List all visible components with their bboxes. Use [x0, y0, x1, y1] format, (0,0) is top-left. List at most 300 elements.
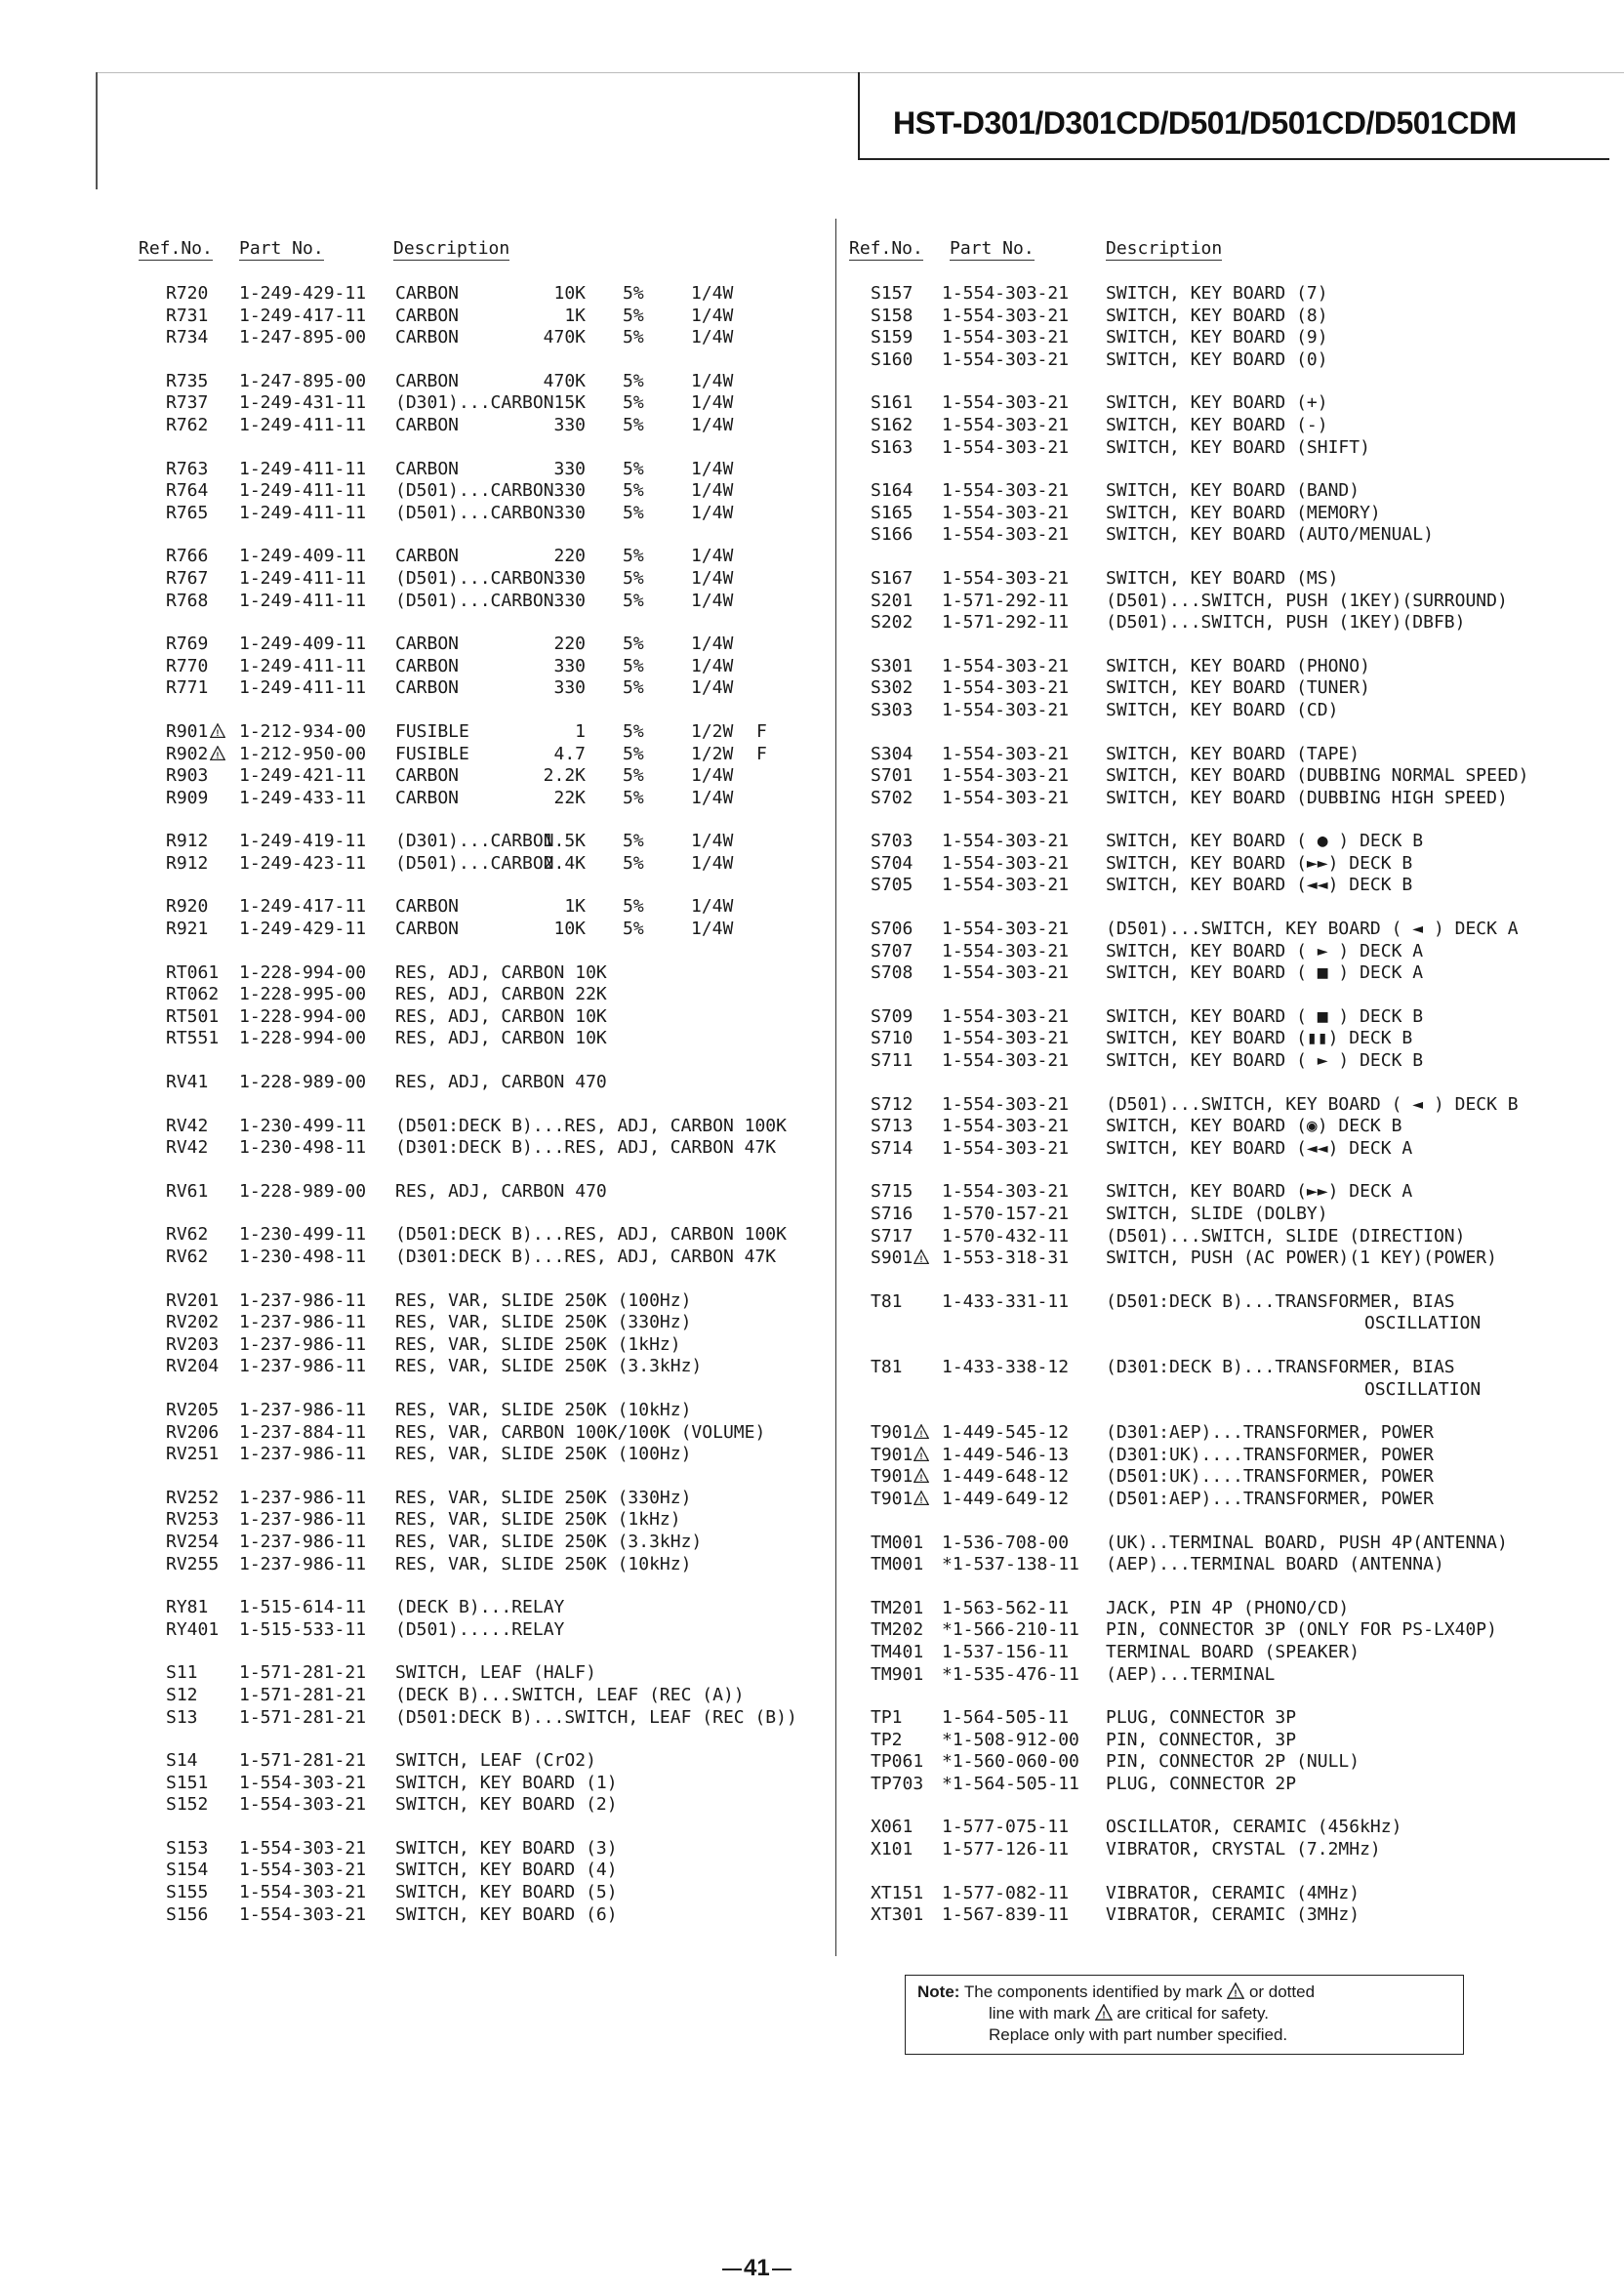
ref-no: RV253 — [166, 1509, 220, 1531]
ref-no: X061 — [871, 1817, 914, 1838]
top-border-rule — [96, 72, 1624, 73]
description: RES, VAR, SLIDE 250K (10kHz) — [395, 1399, 692, 1420]
part-no: 1-554-303-21 — [942, 283, 1070, 304]
value: 470K — [543, 327, 586, 348]
description: SWITCH, KEY BOARD (AUTO/MENUAL) — [1106, 524, 1434, 546]
wattage: 1/2W — [691, 720, 734, 742]
safety-mark — [914, 1489, 929, 1509]
ref-no: S713 — [871, 1116, 914, 1137]
description: RES, ADJ, CARBON 22K — [395, 984, 607, 1005]
ref-no: R920 — [166, 896, 209, 918]
part-no: 1-554-303-21 — [239, 1772, 367, 1793]
tolerance: 5% — [623, 546, 644, 567]
safety-mark — [210, 721, 225, 742]
note-label: Note: — [917, 1982, 960, 2001]
wattage: 1/4W — [691, 919, 734, 940]
model-title: HST-D301/D301CD/D501/D501CD/D501CDM — [893, 105, 1517, 141]
part-no: 1-249-411-11 — [239, 677, 367, 699]
part-no: 1-249-417-11 — [239, 896, 367, 918]
ref-no: RV255 — [166, 1553, 220, 1574]
ref-no: R768 — [166, 590, 209, 611]
wattage: 1/4W — [691, 655, 734, 676]
description: RES, VAR, CARBON 100K/100K (VOLUME) — [395, 1421, 766, 1443]
ref-no: S161 — [871, 392, 914, 414]
part-no: 1-554-303-21 — [942, 392, 1070, 414]
description: SWITCH, KEY BOARD (DUBBING HIGH SPEED) — [1106, 787, 1508, 808]
ref-no: R771 — [166, 677, 209, 699]
part-no: 1-554-303-21 — [942, 1116, 1070, 1137]
value: 1.5K — [543, 831, 586, 852]
ref-no: S153 — [166, 1837, 209, 1859]
svg-text:!: ! — [919, 1428, 923, 1439]
part-no: 1-249-419-11 — [239, 831, 367, 852]
ref-no: T901 — [871, 1422, 914, 1444]
part-no: 1-554-303-21 — [942, 327, 1070, 348]
wattage: 1/4W — [691, 852, 734, 874]
description: SWITCH, KEY BOARD ( ► ) DECK B — [1106, 1050, 1424, 1072]
ref-no: S159 — [871, 327, 914, 348]
ref-no: S703 — [871, 831, 914, 852]
part-no: 1-237-986-11 — [239, 1333, 367, 1355]
ref-no: TM201 — [871, 1597, 924, 1618]
ref-no: R734 — [166, 327, 209, 348]
part-no: 1-554-303-21 — [942, 567, 1070, 589]
part-no: 1-237-986-11 — [239, 1356, 367, 1377]
description: (D501).....RELAY — [395, 1618, 565, 1640]
page-number: 41 — [720, 2255, 793, 2282]
ref-no: S162 — [871, 414, 914, 435]
description: SWITCH, KEY BOARD (DUBBING NORMAL SPEED) — [1106, 765, 1529, 787]
part-no: 1-554-303-21 — [942, 305, 1070, 326]
ref-no: RT551 — [166, 1028, 220, 1049]
warning-triangle-icon — [914, 1424, 929, 1440]
part-no: 1-577-075-11 — [942, 1817, 1070, 1838]
part-no: 1-554-303-21 — [239, 1903, 367, 1925]
description: SWITCH, KEY BOARD (◉) DECK B — [1106, 1116, 1402, 1137]
part-no: 1-449-648-12 — [942, 1466, 1070, 1488]
description: RES, VAR, SLIDE 250K (3.3kHz) — [395, 1356, 703, 1377]
description: (D501)...CARBON — [395, 480, 554, 502]
wattage: 1/4W — [691, 414, 734, 435]
svg-text:!: ! — [919, 1494, 923, 1505]
column-divider — [835, 219, 836, 1956]
svg-text:!: ! — [1102, 2010, 1106, 2022]
ref-no: RV62 — [166, 1247, 209, 1267]
part-no: 1-554-303-21 — [942, 677, 1070, 699]
part-no: 1-571-281-21 — [239, 1662, 367, 1684]
description: SWITCH, KEY BOARD (6) — [395, 1903, 618, 1925]
description: CARBON — [395, 655, 460, 676]
description: RES, VAR, SLIDE 250K (100Hz) — [395, 1289, 692, 1311]
svg-text:!: ! — [919, 1253, 923, 1264]
description: FUSIBLE — [395, 743, 469, 764]
ref-no: RV204 — [166, 1356, 220, 1377]
ref-no: S156 — [166, 1903, 209, 1925]
ref-no: S304 — [871, 743, 914, 764]
description: RES, VAR, SLIDE 250K (100Hz) — [395, 1444, 692, 1465]
ref-no: TP1 — [871, 1707, 903, 1729]
tolerance: 5% — [623, 919, 644, 940]
part-no: 1-554-303-21 — [942, 743, 1070, 764]
tolerance: 5% — [623, 590, 644, 611]
warning-triangle-icon — [914, 1447, 929, 1462]
ref-no: S201 — [871, 590, 914, 611]
part-no: *1-535-476-11 — [942, 1663, 1079, 1685]
ref-no: S303 — [871, 699, 914, 720]
description: SWITCH, KEY BOARD (2) — [395, 1794, 618, 1816]
warning-triangle-icon — [210, 723, 225, 739]
part-no: *1-566-210-11 — [942, 1619, 1079, 1641]
ref-no: S165 — [871, 502, 914, 523]
description: (D501:AEP)...TRANSFORMER, POWER — [1106, 1488, 1434, 1509]
description: SWITCH, KEY BOARD (SHIFT) — [1106, 436, 1370, 458]
wattage: 1/4W — [691, 370, 734, 391]
part-no: 1-567-839-11 — [942, 1904, 1070, 1926]
part-no: 1-249-411-11 — [239, 502, 367, 523]
wattage: 1/4W — [691, 831, 734, 852]
part-no: 1-571-281-21 — [239, 1706, 367, 1728]
part-no: 1-249-411-11 — [239, 414, 367, 435]
wattage: 1/4W — [691, 327, 734, 348]
part-no: 1-554-303-21 — [942, 699, 1070, 720]
value: 2.2K — [543, 765, 586, 787]
wattage: 1/4W — [691, 787, 734, 808]
description: SWITCH, KEY BOARD (7) — [1106, 283, 1328, 304]
description: SWITCH, KEY BOARD (◄◄) DECK B — [1106, 875, 1413, 896]
description: CARBON — [395, 546, 460, 567]
ref-no: RV61 — [166, 1180, 209, 1202]
warning-triangle-icon — [914, 1491, 929, 1506]
value: 15K — [553, 392, 586, 414]
ref-no: T901 — [871, 1488, 914, 1509]
part-no: 1-554-303-21 — [942, 524, 1070, 546]
tolerance: 5% — [623, 787, 644, 808]
right-part-header: Part No. — [950, 238, 1035, 259]
part-no: 1-554-303-21 — [942, 787, 1070, 808]
ref-no: TM001 — [871, 1554, 924, 1575]
ref-no: S151 — [166, 1772, 209, 1793]
description: TERMINAL BOARD (SPEAKER) — [1106, 1641, 1360, 1662]
part-no: 1-554-303-21 — [942, 831, 1070, 852]
part-no: 1-449-649-12 — [942, 1488, 1070, 1509]
ref-no: R766 — [166, 546, 209, 567]
warning-triangle-icon — [1227, 1982, 1244, 2000]
part-no: 1-554-303-21 — [942, 436, 1070, 458]
value: 330 — [553, 502, 586, 523]
ref-no: TM202 — [871, 1619, 924, 1641]
left-desc-header: Description — [393, 238, 510, 259]
description: (D501)...CARBON — [395, 852, 554, 874]
description: (D501)...SWITCH, SLIDE (DIRECTION) — [1106, 1225, 1466, 1247]
ref-no: S202 — [871, 612, 914, 634]
part-no: 1-577-082-11 — [942, 1882, 1070, 1903]
description: SWITCH, KEY BOARD (►►) DECK A — [1106, 1181, 1413, 1203]
tolerance: 5% — [623, 765, 644, 787]
part-no: 1-554-303-21 — [239, 1837, 367, 1859]
ref-no: RV202 — [166, 1312, 220, 1333]
part-no: 1-247-895-00 — [239, 327, 367, 348]
warning-triangle-icon — [914, 1249, 929, 1265]
description: PIN, CONNECTOR, 3P — [1106, 1729, 1297, 1750]
tolerance: 5% — [623, 327, 644, 348]
warning-triangle-icon — [210, 746, 225, 761]
value: 1 — [575, 720, 586, 742]
ref-no: S13 — [166, 1706, 198, 1728]
description: CARBON — [395, 765, 460, 787]
description: (D301)...CARBON — [395, 831, 554, 852]
description: VIBRATOR, CRYSTAL (7.2MHz) — [1106, 1839, 1381, 1860]
ref-no: XT151 — [871, 1882, 924, 1903]
wattage: 1/4W — [691, 896, 734, 918]
ref-no: R735 — [166, 370, 209, 391]
part-no: *1-560-060-00 — [942, 1751, 1079, 1773]
svg-text:!: ! — [216, 750, 220, 760]
title-horizontal-rule — [858, 158, 1609, 160]
ref-no: RT062 — [166, 984, 220, 1005]
part-no: 1-571-292-11 — [942, 590, 1070, 611]
description: (D501:DECK B)...RES, ADJ, CARBON 100K — [395, 1224, 787, 1246]
safety-mark — [914, 1466, 929, 1487]
value: 10K — [553, 283, 586, 304]
part-no: 1-433-331-11 — [942, 1290, 1070, 1312]
warning-triangle-icon — [1095, 2004, 1113, 2022]
tolerance: 5% — [623, 852, 644, 874]
safety-mark — [914, 1422, 929, 1443]
ref-no: R737 — [166, 392, 209, 414]
title-vertical-rule — [858, 72, 860, 160]
part-no: 1-449-546-13 — [942, 1444, 1070, 1465]
ref-no: R720 — [166, 283, 209, 304]
ref-no: TM901 — [871, 1663, 924, 1685]
description: CARBON — [395, 283, 460, 304]
left-part-header: Part No. — [239, 238, 324, 259]
part-no: 1-536-708-00 — [942, 1532, 1070, 1553]
description: (AEP)...TERMINAL BOARD (ANTENNA) — [1106, 1554, 1444, 1575]
note-line2 — [917, 2003, 1453, 2024]
part-no: 1-553-318-31 — [942, 1247, 1070, 1269]
description: CARBON — [395, 414, 460, 435]
description: (DECK B)...SWITCH, LEAF (REC (A)) — [395, 1684, 745, 1705]
part-no: 1-554-303-21 — [942, 502, 1070, 523]
part-no: 1-249-421-11 — [239, 765, 367, 787]
part-no: 1-249-417-11 — [239, 305, 367, 326]
part-no: 1-515-614-11 — [239, 1597, 367, 1618]
description: SWITCH, KEY BOARD (PHONO) — [1106, 655, 1370, 676]
part-no: *1-508-912-00 — [942, 1729, 1079, 1750]
part-no: 1-554-303-21 — [942, 919, 1070, 940]
wattage: 1/4W — [691, 567, 734, 589]
description: (D501:UK)....TRANSFORMER, POWER — [1106, 1466, 1434, 1488]
part-no: 1-228-995-00 — [239, 984, 367, 1005]
description: (D501:DECK B)...TRANSFORMER, BIAS — [1106, 1290, 1455, 1312]
description: RES, VAR, SLIDE 250K (10kHz) — [395, 1553, 692, 1574]
description: SWITCH, KEY BOARD (0) — [1106, 348, 1328, 370]
description: SWITCH, KEY BOARD ( ● ) DECK B — [1106, 831, 1424, 852]
description: SWITCH, KEY BOARD (MS) — [1106, 567, 1339, 589]
value: 330 — [553, 480, 586, 502]
description: VIBRATOR, CERAMIC (3MHz) — [1106, 1904, 1360, 1926]
value: 330 — [553, 655, 586, 676]
description: CARBON — [395, 370, 460, 391]
part-no: 1-563-562-11 — [942, 1597, 1070, 1618]
ref-no: S706 — [871, 919, 914, 940]
ref-no: S705 — [871, 875, 914, 896]
ref-no: R909 — [166, 787, 209, 808]
description: SWITCH, PUSH (AC POWER)(1 KEY)(POWER) — [1106, 1247, 1497, 1269]
ref-no: S717 — [871, 1225, 914, 1247]
description: CARBON — [395, 305, 460, 326]
description: RES, ADJ, CARBON 10K — [395, 961, 607, 983]
ref-no: S158 — [871, 305, 914, 326]
tolerance: 5% — [623, 392, 644, 414]
part-no: 1-554-303-21 — [942, 1005, 1070, 1027]
ref-no: RV206 — [166, 1421, 220, 1443]
ref-no: S14 — [166, 1750, 198, 1772]
part-no: 1-249-433-11 — [239, 787, 367, 808]
part-no: 1-554-303-21 — [942, 414, 1070, 435]
tolerance: 5% — [623, 305, 644, 326]
wattage: 1/4W — [691, 634, 734, 655]
wattage: 1/2W — [691, 743, 734, 764]
ref-no: S715 — [871, 1181, 914, 1203]
part-no: 1-554-303-21 — [239, 1860, 367, 1881]
left-margin-bar — [96, 72, 98, 189]
part-no: 1-554-303-21 — [942, 1050, 1070, 1072]
wattage: 1/4W — [691, 590, 734, 611]
description: SWITCH, KEY BOARD (4) — [395, 1860, 618, 1881]
part-no: 1-554-303-21 — [942, 480, 1070, 502]
ref-no: R902 — [166, 743, 209, 764]
description: SWITCH, KEY BOARD (3) — [395, 1837, 618, 1859]
svg-text:!: ! — [919, 1451, 923, 1461]
description: SWITCH, SLIDE (DOLBY) — [1106, 1204, 1328, 1224]
tolerance: 5% — [623, 896, 644, 918]
description: SWITCH, KEY BOARD (TUNER) — [1106, 677, 1370, 699]
description: (D301:DECK B)...RES, ADJ, CARBON 47K — [395, 1247, 777, 1267]
flag: F — [756, 743, 767, 764]
ref-no: S163 — [871, 436, 914, 458]
ref-no: R912 — [166, 831, 209, 852]
safety-mark — [210, 744, 225, 764]
description: PIN, CONNECTOR 2P (NULL) — [1106, 1751, 1360, 1773]
ref-no: R767 — [166, 567, 209, 589]
description: RES, ADJ, CARBON 10K — [395, 1028, 607, 1049]
wattage: 1/4W — [691, 480, 734, 502]
svg-text:!: ! — [216, 727, 220, 738]
safety-mark — [914, 1247, 929, 1268]
ref-no: RV62 — [166, 1224, 209, 1246]
ref-no: S302 — [871, 677, 914, 699]
value: 330 — [553, 414, 586, 435]
value: 1K — [564, 305, 586, 326]
safety-mark — [914, 1445, 929, 1465]
part-no: 1-570-432-11 — [942, 1225, 1070, 1247]
tolerance: 5% — [623, 283, 644, 304]
wattage: 1/4W — [691, 765, 734, 787]
ref-no: R912 — [166, 852, 209, 874]
ref-no: S710 — [871, 1028, 914, 1049]
part-no: 1-237-986-11 — [239, 1312, 367, 1333]
ref-no: RV42 — [166, 1115, 209, 1136]
right-ref-header: Ref.No. — [849, 238, 923, 259]
part-no: 1-564-505-11 — [942, 1707, 1070, 1729]
note-line2b: are critical for safety. — [1116, 2004, 1269, 2023]
ref-no: RV203 — [166, 1333, 220, 1355]
ref-no: RV42 — [166, 1137, 209, 1159]
description: CARBON — [395, 919, 460, 940]
ref-no: T901 — [871, 1444, 914, 1465]
description: (AEP)...TERMINAL — [1106, 1663, 1276, 1685]
description: RES, VAR, SLIDE 250K (1kHz) — [395, 1333, 681, 1355]
description: SWITCH, KEY BOARD (►►) DECK B — [1106, 852, 1413, 874]
part-no: 1-230-498-11 — [239, 1137, 367, 1159]
description: (D301:UK)....TRANSFORMER, POWER — [1106, 1444, 1434, 1465]
note-line2a: line with mark — [989, 2004, 1090, 2023]
description: RES, ADJ, CARBON 470 — [395, 1180, 607, 1202]
ref-no: R903 — [166, 765, 209, 787]
ref-no: T81 — [871, 1356, 903, 1377]
ref-no: S166 — [871, 524, 914, 546]
description: SWITCH, LEAF (CrO2) — [395, 1750, 596, 1772]
description: SWITCH, KEY BOARD (CD) — [1106, 699, 1339, 720]
description: (D501)...SWITCH, KEY BOARD ( ◄ ) DECK A — [1106, 919, 1519, 940]
part-no: 1-237-986-11 — [239, 1509, 367, 1531]
description: SWITCH, KEY BOARD ( ■ ) DECK B — [1106, 1005, 1424, 1027]
description: JACK, PIN 4P (PHONO/CD) — [1106, 1597, 1350, 1618]
value: 220 — [553, 634, 586, 655]
wattage: 1/4W — [691, 305, 734, 326]
ref-no: RY401 — [166, 1618, 220, 1640]
part-no: 1-249-411-11 — [239, 655, 367, 676]
value: 330 — [553, 590, 586, 611]
ref-no: S711 — [871, 1050, 914, 1072]
tolerance: 5% — [623, 831, 644, 852]
ref-no: TP2 — [871, 1729, 903, 1750]
value: 10K — [553, 919, 586, 940]
note-line1a: The components identified by mark — [963, 1982, 1223, 2001]
ref-no: TM401 — [871, 1641, 924, 1662]
description: RES, ADJ, CARBON 10K — [395, 1005, 607, 1027]
description: SWITCH, KEY BOARD (TAPE) — [1106, 743, 1360, 764]
tolerance: 5% — [623, 370, 644, 391]
part-no: 1-577-126-11 — [942, 1839, 1070, 1860]
ref-no: R762 — [166, 414, 209, 435]
ref-no: R901 — [166, 720, 209, 742]
description: CARBON — [395, 787, 460, 808]
part-no: 1-554-303-21 — [942, 875, 1070, 896]
description: (D301:DECK B)...RES, ADJ, CARBON 47K — [395, 1137, 777, 1159]
description: SWITCH, KEY BOARD (+) — [1106, 392, 1328, 414]
part-no: 1-228-994-00 — [239, 1005, 367, 1027]
description: (D501:DECK B)...RES, ADJ, CARBON 100K — [395, 1115, 787, 1136]
tolerance: 5% — [623, 743, 644, 764]
part-no: 1-228-989-00 — [239, 1072, 367, 1093]
wattage: 1/4W — [691, 458, 734, 479]
description: (UK)..TERMINAL BOARD, PUSH 4P(ANTENNA) — [1106, 1532, 1508, 1553]
right-desc-header: Description — [1106, 238, 1223, 259]
ref-no: S152 — [166, 1794, 209, 1816]
description: SWITCH, KEY BOARD (9) — [1106, 327, 1328, 348]
ref-no: R769 — [166, 634, 209, 655]
ref-no: S301 — [871, 655, 914, 676]
ref-no: S707 — [871, 940, 914, 961]
part-no: 1-554-303-21 — [942, 765, 1070, 787]
description: (D501)...SWITCH, PUSH (1KEY)(DBFB) — [1106, 612, 1466, 634]
part-no: 1-554-303-21 — [942, 1181, 1070, 1203]
tolerance: 5% — [623, 480, 644, 502]
part-no: 1-554-303-21 — [239, 1882, 367, 1903]
tolerance: 5% — [623, 655, 644, 676]
